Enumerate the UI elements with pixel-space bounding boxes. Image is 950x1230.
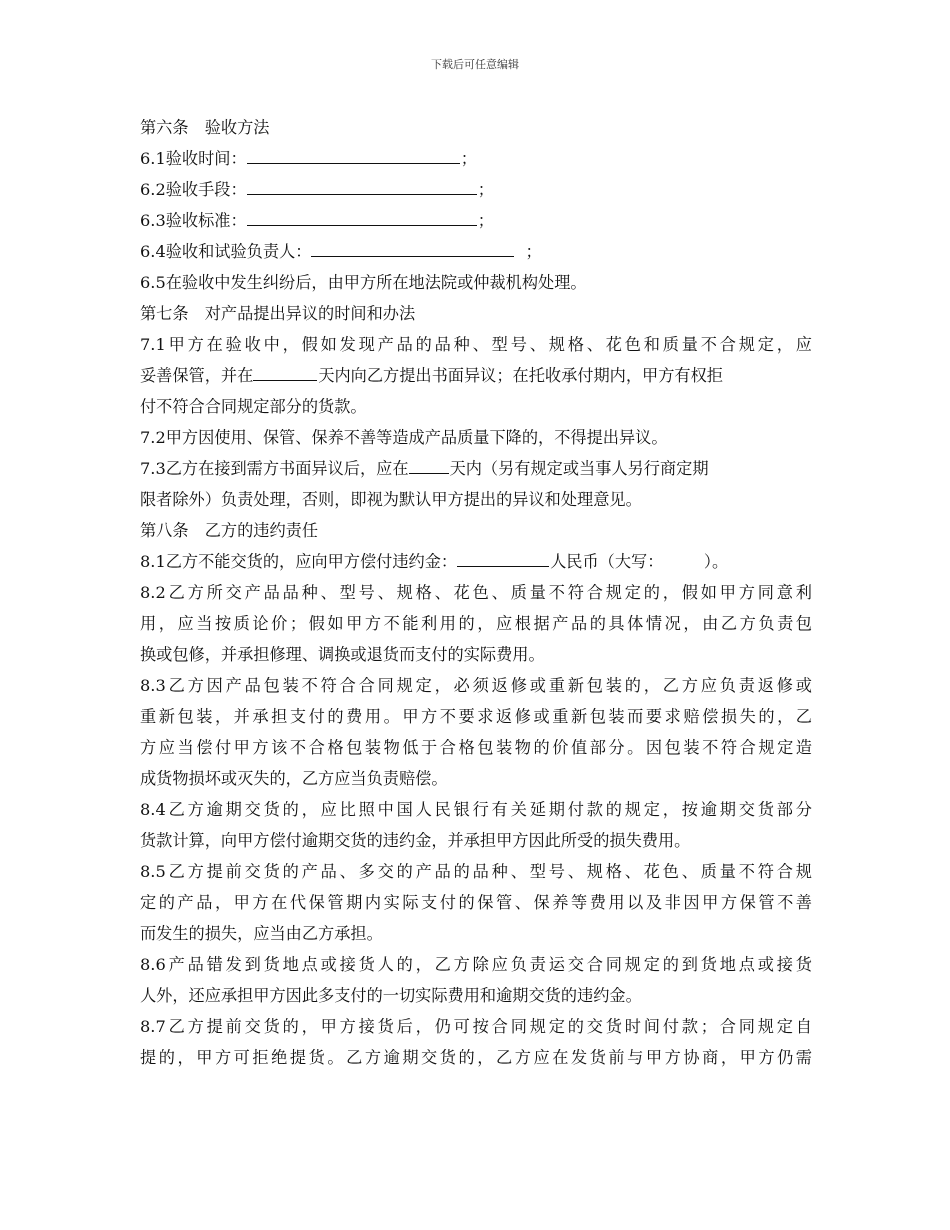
clause-6-1 (140, 143, 812, 174)
clause-7-3 (140, 453, 812, 484)
clause-text: 6.1验收时间： (140, 149, 247, 168)
clause-8-5: 8.5乙方提前交货的产品、多交的产品的品种、型号、规格、花色、质量不符合规 (140, 862, 812, 881)
clause-text: 6.3验收标准： (140, 211, 247, 230)
fill-in-blank[interactable] (311, 237, 514, 257)
clause-text: ； (460, 149, 477, 168)
clause-8-6-cont: 人外，还应承担甲方因此多支付的一切实际费用和逾期交货的违约金。 (140, 986, 642, 1005)
clause-8-4-cont: 货款计算，向甲方偿付逾期交货的违约金，并承担甲方因此所受的损失费用。 (140, 831, 691, 850)
clause-8-3-cont: 重新包装，并承担支付的费用。甲方不要求返修或重新包装而要求赔偿损失的，乙 (140, 707, 812, 726)
clause-text: 6.2验收手段： (140, 180, 247, 199)
clause-text: 6.4验收和试验负责人： (140, 242, 312, 261)
clause-text: 妥善保管，并在 (140, 366, 254, 385)
clause-7-1: 7.1甲方在验收中，假如发现产品的品种、型号、规格、花色和质量不合规定，应 (140, 335, 812, 354)
clause-8-2: 8.2乙方所交产品品种、型号、规格、花色、质量不符合规定的，假如甲方同意利 (140, 583, 812, 602)
clause-8-7-cont: 提的，甲方可拒绝提货。乙方逾期交货的，乙方应在发货前与甲方协商，甲方仍需 (140, 1048, 812, 1067)
clause-8-4: 8.4乙方逾期交货的，应比照中国人民银行有关延期付款的规定，按逾期交货部分 (140, 800, 812, 819)
fill-in-blank[interactable] (247, 206, 477, 226)
clause-8-5-cont: 而发生的损失，应当由乙方承担。 (140, 924, 383, 943)
clause-7-1-cont: 付不符合合同规定部分的货款。 (140, 397, 367, 416)
fill-in-blank[interactable] (409, 454, 449, 474)
clause-text: ； (477, 211, 494, 230)
clause-text: ； (477, 180, 494, 199)
clause-8-5-cont: 定的产品，甲方在代保管期内实际支付的保管、保养等费用以及非因甲方保管不善 (140, 893, 812, 912)
clause-text: 7.3乙方在接到需方书面异议后，应在 (140, 459, 409, 478)
clause-text: 8.1乙方不能交货的，应向甲方偿付违约金： (140, 552, 458, 571)
clause-6-4 (140, 236, 812, 267)
clause-7-1-cont (140, 360, 812, 391)
contract-body (140, 112, 812, 1073)
clause-8-2-cont: 换或包修，并承担修理、调换或退货而支付的实际费用。 (140, 645, 545, 664)
fill-in-blank[interactable] (247, 175, 477, 195)
clause-8-3: 8.3乙方因产品包装不符合合同规定，必须返修或重新包装的，乙方应负责返修或 (140, 676, 812, 695)
page-header: 下载后可任意编辑 (431, 58, 519, 71)
clause-text: ； (525, 242, 542, 261)
clause-6-2 (140, 174, 812, 205)
section-6-heading: 第六条 验收方法 (140, 118, 270, 137)
section-8-heading: 第八条 乙方的违约责任 (140, 521, 319, 540)
clause-text: 天内向乙方提出书面异议；在托收承付期内，甲方有权拒 (318, 366, 723, 385)
fill-in-blank[interactable] (247, 144, 460, 164)
clause-8-6: 8.6产品错发到货地点或接货人的，乙方除应负责运交合同规定的到货地点或接货 (140, 955, 812, 974)
clause-7-2: 7.2甲方因使用、保管、保养不善等造成产品质量下降的，不得提出异议。 (140, 428, 668, 447)
clause-text: 天内（另有规定或当事人另行商定期 (449, 459, 709, 478)
clause-8-3-cont: 方应当偿付甲方该不合格包装物低于合格包装物的价值部分。因包装不符合规定造 (140, 738, 812, 757)
fill-in-blank[interactable] (457, 547, 549, 567)
clause-8-2-cont: 用，应当按质论价；假如甲方不能利用的，应根据产品的具体情况，由乙方负责包 (140, 614, 812, 633)
clause-8-1 (140, 546, 812, 577)
section-7-heading: 第七条 对产品提出异议的时间和办法 (140, 304, 416, 323)
clause-6-3 (140, 205, 812, 236)
clause-text: 人民币（大写： ）。 (550, 552, 729, 571)
clause-8-3-cont: 成货物损坏或灭失的，乙方应当负责赔偿。 (140, 769, 448, 788)
clause-6-5: 6.5在验收中发生纠纷后，由甲方所在地法院或仲裁机构处理。 (140, 273, 587, 292)
clause-8-7: 8.7乙方提前交货的，甲方接货后，仍可按合同规定的交货时间付款；合同规定自 (140, 1017, 812, 1036)
fill-in-blank[interactable] (253, 361, 317, 381)
clause-7-3-cont: 限者除外）负责处理，否则，即视为默认甲方提出的异议和处理意见。 (140, 490, 642, 509)
